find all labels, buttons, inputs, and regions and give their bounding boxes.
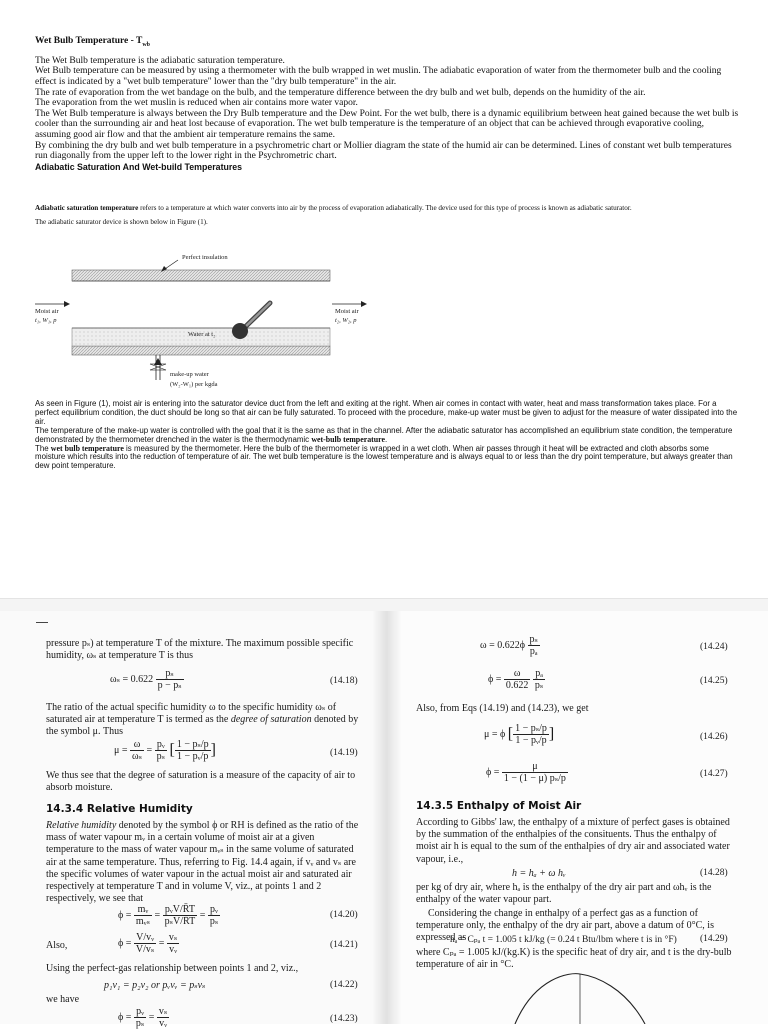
book-paragraph: Considering the change in enthalpy of a perfect gas as a function of temperature only, the enthalpy of the dry air part, above a datum of 0°C, is expressed as (416, 908, 714, 944)
adiabatic-saturator-explanation (35, 400, 740, 471)
equation-number: (14.18) (330, 676, 358, 686)
equation-number: (14.24) (700, 642, 728, 652)
equation-14-18: ωₛ = 0.622 $\frac{\text{pₛ}}{\text{p − pₛ}}$ (110, 668, 182, 691)
section-heading: 14.3.4 Relative Humidity (46, 803, 193, 815)
wet-bulb-section (35, 36, 740, 172)
equation-number: (14.23) (330, 1014, 358, 1024)
book-paragraph: pressure pₛ) at temperature T of the mixture. The maximum possible specific humidity, ωₛ at temperature T is thus (46, 638, 354, 662)
equation-14-20: ϕ = $\frac{\text{mᵥ}}{\text{mᵥₛ}}$ = $\frac{\text{pᵥV/R̄T}}{\text{pₛV/R̄T}}$ = $\frac{\text{pᵥ}}{\text{pₛ}}$ (118, 904, 219, 927)
book-paragraph: Using the perfect-gas relationship between points 1 and 2, viz., (46, 963, 299, 974)
paragraph: The rate of evaporation from the wet bandage on the bulb, and the temperature difference between the dry bulb and wet bulb, depends on the humidity of the air. (35, 87, 646, 98)
label-moist-air-in-state: t₁, W₁, p (35, 317, 57, 324)
book-paragraph: per kg of dry air, where hₐ is the enthalpy of the dry air part and ωhᵥ is the enthalpy of the water vapour part. (416, 882, 712, 906)
equation-14-23: ϕ = $\frac{\text{pᵥ}}{\text{pₛ}}$ = $\frac{\text{vₛ}}{\text{vᵥ}}$ (118, 1006, 168, 1029)
equation-number: (14.19) (330, 748, 358, 758)
book-paragraph: where Cₚₐ = 1.005 kJ/(kg.K) is the specific heat of dry air, and t is the dry-bulb temperature of air in °C. (416, 947, 732, 971)
equation-14-24: ω = 0.622ϕ $\frac{\text{pₛ}}{\text{pₐ}}$ (480, 634, 538, 657)
equation-14-27: ϕ = $\frac{\mu}{\text{1 − (1 − μ) pₛ/p}}$ (486, 761, 566, 784)
book-text: Also, (46, 940, 68, 951)
equation-number: (14.22) (330, 980, 358, 990)
paragraph: Wet Bulb temperature can be measured by using a thermometer with the bulb wrapped in wet muslin. The adiabatic evaporation of water from the thermometer bulb and the cooling effect is indicated by a "wet bulb temperature" lower than the "dry bulb temperature" in the air. (35, 66, 722, 88)
equation-14-25: ϕ = $\frac{\omega}{0.622}$ $\frac{\text{pₐ}}{\text{pₛ}}$ (488, 668, 544, 691)
equation-number: (14.26) (700, 732, 728, 742)
section-heading: 14.3.5 Enthalpy of Moist Air (416, 800, 582, 812)
label-makeup-water-rate: (W₂-W₁) per kgda (170, 381, 218, 388)
label-insulation: Perfect insulation (182, 254, 228, 261)
top-insulation (72, 270, 330, 281)
equation-14-26: μ = ϕ [ $\frac{\text{1 − pₛ/p}}{\text{1 − pᵥ/p}}$ ] (484, 723, 555, 746)
bottom-insulation (72, 346, 330, 355)
paragraph: The Wet Bulb temperature is always between the Dry Bulb temperature and the Dew Point. For the wet bulb, there is a dynamic equilibrium between heat gained because the wet bulb is cooler than the surrounding air and heat lost because of evaporation. The wet bulb temperature is the temperature of an object that can be achieved through evaporative cooling, assuming good air flow and that the ambient air temperature remains the same. (35, 108, 739, 141)
book-paragraph: The ratio of the actual specific humidity ω to the specific humidity ωₛ of saturated air at temperature T is termed as the degree of saturation denoted by the symbol μ. Thus (46, 702, 359, 738)
paragraph: The temperature of the make-up water is controlled with the goal that it is the same as that in the channel. After the adiabatic saturator has accomplished an equilibrium state condition, the temperature demonstrated by the thermometer drenched in the water is the thermodynamic wet-bulb temperature. (35, 425, 733, 444)
label-moist-air-out-state: t₂, W₂, p (335, 317, 357, 324)
book-paragraph: Also, from Eqs (14.19) and (14.23), we get (416, 703, 589, 714)
equation-14-19: μ = $\frac{\omega}{\text{ωₛ}}$ = $\frac{\text{pᵥ}}{\text{pₛ}}$ [ $\frac{\text{1 − pₛ/p}}{\text{1 − pᵥ/p}}$ ] (114, 739, 216, 762)
subsection-heading: Adiabatic Saturation And Wet-build Temperatures (35, 161, 243, 172)
equation-number: (14.28) (700, 868, 728, 878)
label-makeup-water: make-up water (170, 371, 209, 378)
book-paragraph: We thus see that the degree of saturation is a measure of the capacity of air to absorb moisture. (46, 770, 356, 794)
equation-number: (14.25) (700, 676, 728, 686)
label-moist-air-in: Moist air (35, 308, 59, 315)
book-text: we have (46, 994, 80, 1005)
page-divider (0, 598, 768, 612)
equation-14-21: ϕ = $\frac{\text{V/vᵥ}}{\text{V/vₛ}}$ = $\frac{\text{vₛ}}{\text{vᵥ}}$ (118, 932, 178, 955)
thermometer-bulb (232, 323, 248, 339)
equation-number: (14.20) (330, 910, 358, 920)
rule-mark (36, 622, 48, 623)
equation-number: (14.27) (700, 769, 728, 779)
paragraph: The evaporation from the wet muslin is reduced when air contains more water vapor. (35, 98, 358, 109)
paragraph: Adiabatic saturation temperature refers to a temperature at which water converts into air by the process of evaporation adiabatically. The device used for this type of process is known as adiabatic saturator. (35, 204, 632, 212)
adiabatic-saturator-figure (30, 250, 370, 395)
equation-14-29: hₐ = Cₚₐ t = 1.005 t kJ/kg (= 0.24 t Btu/lbm where t is in °F) (450, 935, 677, 945)
section-title: Wet Bulb Temperature - $T_{wb}$ (35, 36, 150, 48)
paragraph: The wet bulb temperature is measured by the thermometer. Here the bulb of the thermometer is wrapped in a wet cloth. When air passes through it heat will be extracted and cloth absorbs some moisture which results into the reduction of temperature of air. The wet bulb temperature is the lowest temperature and is always equal to or less than the dry point temperature, but always greater than dew point temperature. (35, 443, 733, 471)
equation-number: (14.29) (700, 934, 728, 944)
paragraph: The Wet Bulb temperature is the adiabatic saturation temperature. (35, 55, 285, 66)
equation-14-28: h = hₐ + ω hᵥ (512, 868, 566, 879)
equation-14-22: p₁v₁ = p₂v₂ or pᵥvᵥ = pₛvₛ (104, 980, 206, 991)
equation-number: (14.21) (330, 940, 358, 950)
book-paragraph: According to Gibbs' law, the enthalpy of a mixture of perfect gases is obtained by the summation of the enthalpies of the consituents. Thus the enthalpy of moist air h is equal to the sum of the enthalpies of dry air and associated water vapour, i.e., (416, 817, 730, 865)
label-moist-air-out: Moist air (335, 308, 359, 315)
adiabatic-saturation-intro (35, 203, 740, 228)
adiabatic-saturator-diagram (30, 250, 370, 395)
partial-curve-figure (510, 972, 650, 1024)
figure-reference: The adiabatic saturator device is shown below in Figure (1). (35, 218, 208, 226)
paragraph: As seen in Figure (1), moist air is entering into the saturator device duct from the left and exiting at the right. When air comes in contact with water, heat and mass transformation takes place. For a perfect equilibrium condition, the duct should be long so that air can be fully saturated. To proceed with the procedure, make-up water must be given to adjust for the measure of water dissipated into the air. (35, 399, 738, 426)
label-water: Water at t₂ (188, 331, 216, 338)
paragraph: By combining the dry bulb and wet bulb temperature in a psychrometric chart or Mollier diagram the state of the humid air can be determined. Lines of constant wet bulb temperatures run diagonally from the upper left to the lower right in the Psychrometric chart. (35, 140, 732, 162)
book-gutter-shadow (372, 611, 402, 1024)
book-paragraph: Relative humidity denoted by the symbol ϕ or RH is defined as the ratio of the mass of water vapour mᵥ in a certain volume of moist air at a given temperature to the mass of water vapour mᵥₛ in the same volume of saturated air at the same temperature. Thus, referring to Fig. 14.4 again, if vᵥ and vₛ are the specific volumes of water vapour in the actual moist air and saturated air respectively at temperature T and in volume V, viz., at points 1 and 2 respectively, we see that (46, 820, 359, 905)
